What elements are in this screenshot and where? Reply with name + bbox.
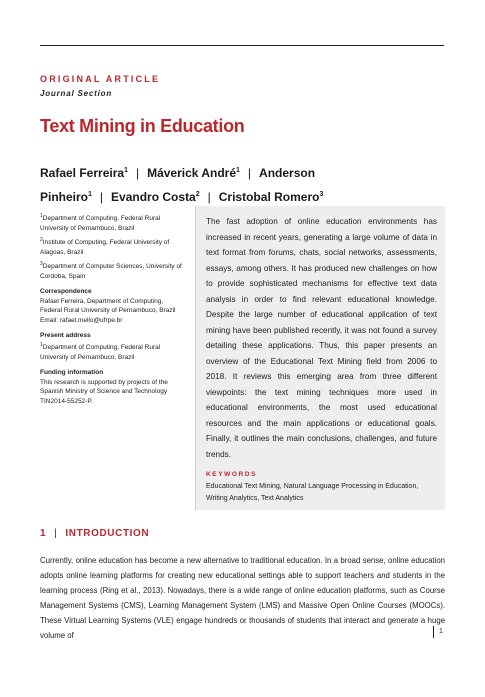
author-affiliation-mark: 1 bbox=[88, 191, 92, 198]
introduction-paragraph: Currently, online education has become a new alternative to traditional education. In a broad sense, online education adopts online learning platforms for creating new educational settings able to support teachers and students in the learning process (Ring et al., 2013). Nowadays, there is a wide range of online education platforms, such as Course Management Systems (CMS), Learning Management System (LMS) and Massive Open Online Courses (MOOCs). These Virtual Learning Systems (VLE) engage hundreds or thousands of students that interact and generate a huge volume of bbox=[40, 556, 445, 640]
author-affiliation-mark: 2 bbox=[195, 191, 200, 198]
present-address-heading: Present address bbox=[40, 332, 91, 340]
section-heading bbox=[40, 528, 149, 539]
author-affiliation-mark: 1 bbox=[124, 167, 128, 174]
page-number-rule bbox=[433, 626, 434, 638]
funding-heading: Funding information bbox=[40, 369, 104, 377]
author-name: Rafael Ferreira bbox=[40, 166, 125, 180]
affiliation-item: $^3$Department of Computer Sciences, University of Cordoba, Spain bbox=[40, 261, 182, 280]
top-rule bbox=[40, 45, 444, 46]
paper-title: Text Mining in Education bbox=[40, 116, 245, 136]
keywords-text: Educational Text Mining, Natural Language Processing in Education, Writing Analytics, Text Analytics bbox=[206, 483, 419, 502]
author-name: Anderson Pinheiro bbox=[40, 166, 316, 204]
correspondence-email: Email: rafael.mello@ufrpe.br bbox=[40, 316, 123, 324]
abstract-box bbox=[195, 206, 445, 510]
author-name: Máverick André bbox=[147, 166, 237, 180]
author-name: Cristobal Romero bbox=[218, 190, 320, 204]
correspondence-text: Rafael Ferreira, Department of Computing, Federal Rural University of Pernambuco, Brazil bbox=[40, 297, 176, 315]
author-affiliation-mark: 1 bbox=[236, 167, 240, 174]
section-title: INTRODUCTION bbox=[65, 528, 150, 539]
abstract-text: The fast adoption of online education environments has increased in recent years, generating a large volume of data in text format from forums, chats, social networks, assessments, essays, among others. It has produced new challenges on how to provide sophisticated mechanisms for effective text data analysis in order to find relevant educational knowledge. Despite the large number of educational application of text mining have been published recently, it was not found a survey detailing these applications. Thus, this paper presents an overview of the Educational Text Mining field from 2006 to 2018. It reviews this emerging area from three different viewpoints: the text mining techniques more used in educational environments, the most used educational resources and the main applications or educational goals. Finally, it outlines the main conclusions, challenges, and future trends. bbox=[206, 217, 437, 459]
author-name: Evandro Costa bbox=[111, 190, 196, 204]
author-list: Rafael Ferreira$^1$ | Máverick André$^1$ | Anderson Pinheiro$^1$ | Evandro Costa$^2$ | Cristobal Romero$^3$ bbox=[40, 166, 324, 204]
correspondence-heading: Correspondence bbox=[40, 288, 92, 296]
author-affiliation-mark: 3 bbox=[319, 191, 324, 198]
keywords-heading: KEYWORDS bbox=[206, 471, 258, 478]
article-type-label: ORIGINAL ARTICLE bbox=[40, 74, 161, 84]
section-separator: | bbox=[54, 528, 58, 539]
affiliation-item: $^1$Department of Computing, Federal Rural University of Pernambuco, Brazil bbox=[40, 213, 161, 232]
present-address-text: $^1$Department of Computing, Federal Rural University of Pernambuco, Brazil bbox=[40, 341, 161, 361]
affiliation-item: $^2$Institute of Computing, Federal University of Alagoas, Brazil bbox=[40, 237, 170, 256]
funding-text: This research is supported by projects of the Spanish Ministry of Science and Technology TIN2014-55252-P. bbox=[40, 378, 168, 405]
section-number: 1 bbox=[40, 528, 47, 539]
page-number: 1 bbox=[439, 628, 443, 635]
journal-section-label: Journal Section bbox=[40, 89, 113, 98]
sidebar-metadata bbox=[40, 212, 182, 406]
